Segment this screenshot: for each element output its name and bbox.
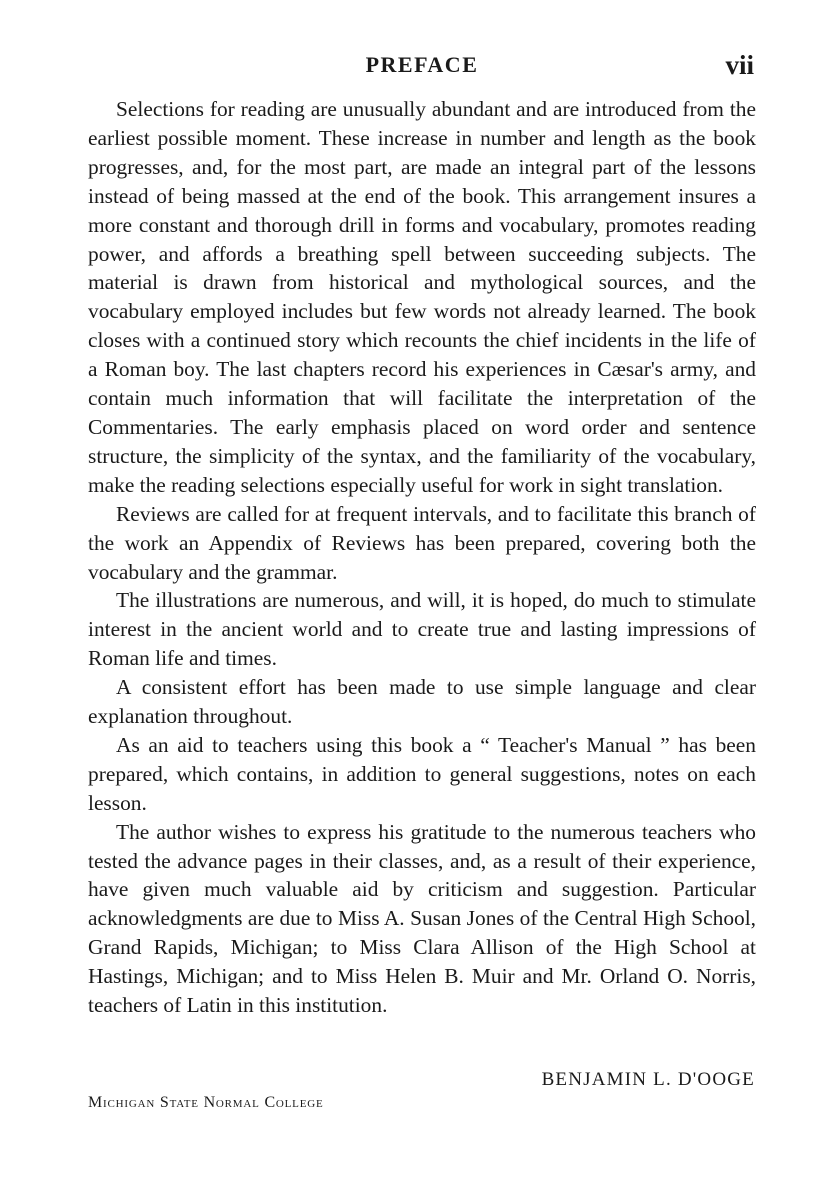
paragraph-simple-language: A consistent effort has been made to use simple language and clear explanation throughout. xyxy=(88,675,756,729)
page-number: vii xyxy=(725,50,754,80)
author-signature: BENJAMIN L. D'OOGE xyxy=(541,1069,755,1090)
page-header xyxy=(88,50,756,84)
preface-body xyxy=(88,95,756,1020)
paragraph-reading-selections: Selections for reading are unusually abundant and are introduced from the earliest possible moment. These increase in number and length as the book progresses, and, for the most part, are made an integral part of the lessons instead of being massed at the end of the book. This arrangement insures a more constant and thorough drill in forms and vocabulary, promotes reading power, and affords a breathing spell between succeeding subjects. The material is drawn from historical and mythological sources, and the vocabulary employed includes but few words not already learned. The book closes with a continued story which recounts the chief incidents in the life of a Roman boy. The last chapters record his experiences in Cæsar's army, and contain much information that will facilitate the interpretation of the Commentaries. The early emphasis placed on word order and sentence structure, the simplicity of the syntax, and the familiarity of the vocabulary, make the reading selections especially useful for work in sight translation. xyxy=(88,97,756,497)
paragraph-acknowledgments: The author wishes to express his gratitude to the numerous teachers who tested the advance pages in their classes, and, as a result of their experience, have given much valuable aid by criticism and suggestion. Particular acknowledgments are due to Miss A. Susan Jones of the Central High School, Grand Rapids, Michigan; to Miss Clara Allison of the High School at Hastings, Michigan; and to Miss Helen B. Muir and Mr. Orland O. Norris, teachers of Latin in this institution. xyxy=(88,819,756,1018)
paragraph-reviews: Reviews are called for at frequent intervals, and to facilitate this branch of the work an Appendix of Reviews has been prepared, covering both the vocabulary and the grammar. xyxy=(88,501,756,584)
institution-name: Michigan State Normal College xyxy=(88,1094,324,1111)
paragraph-teachers-manual: As an aid to teachers using this book a “ Teacher's Manual ” has been prepared, which contains, in addition to general suggestions, notes on each lesson. xyxy=(88,732,756,815)
page-title: PREFACE xyxy=(365,52,479,77)
paragraph-illustrations: The illustrations are numerous, and will, it is hoped, do much to stimulate interest in the ancient world and to create true and lasting impressions of Roman life and times. xyxy=(88,588,756,671)
